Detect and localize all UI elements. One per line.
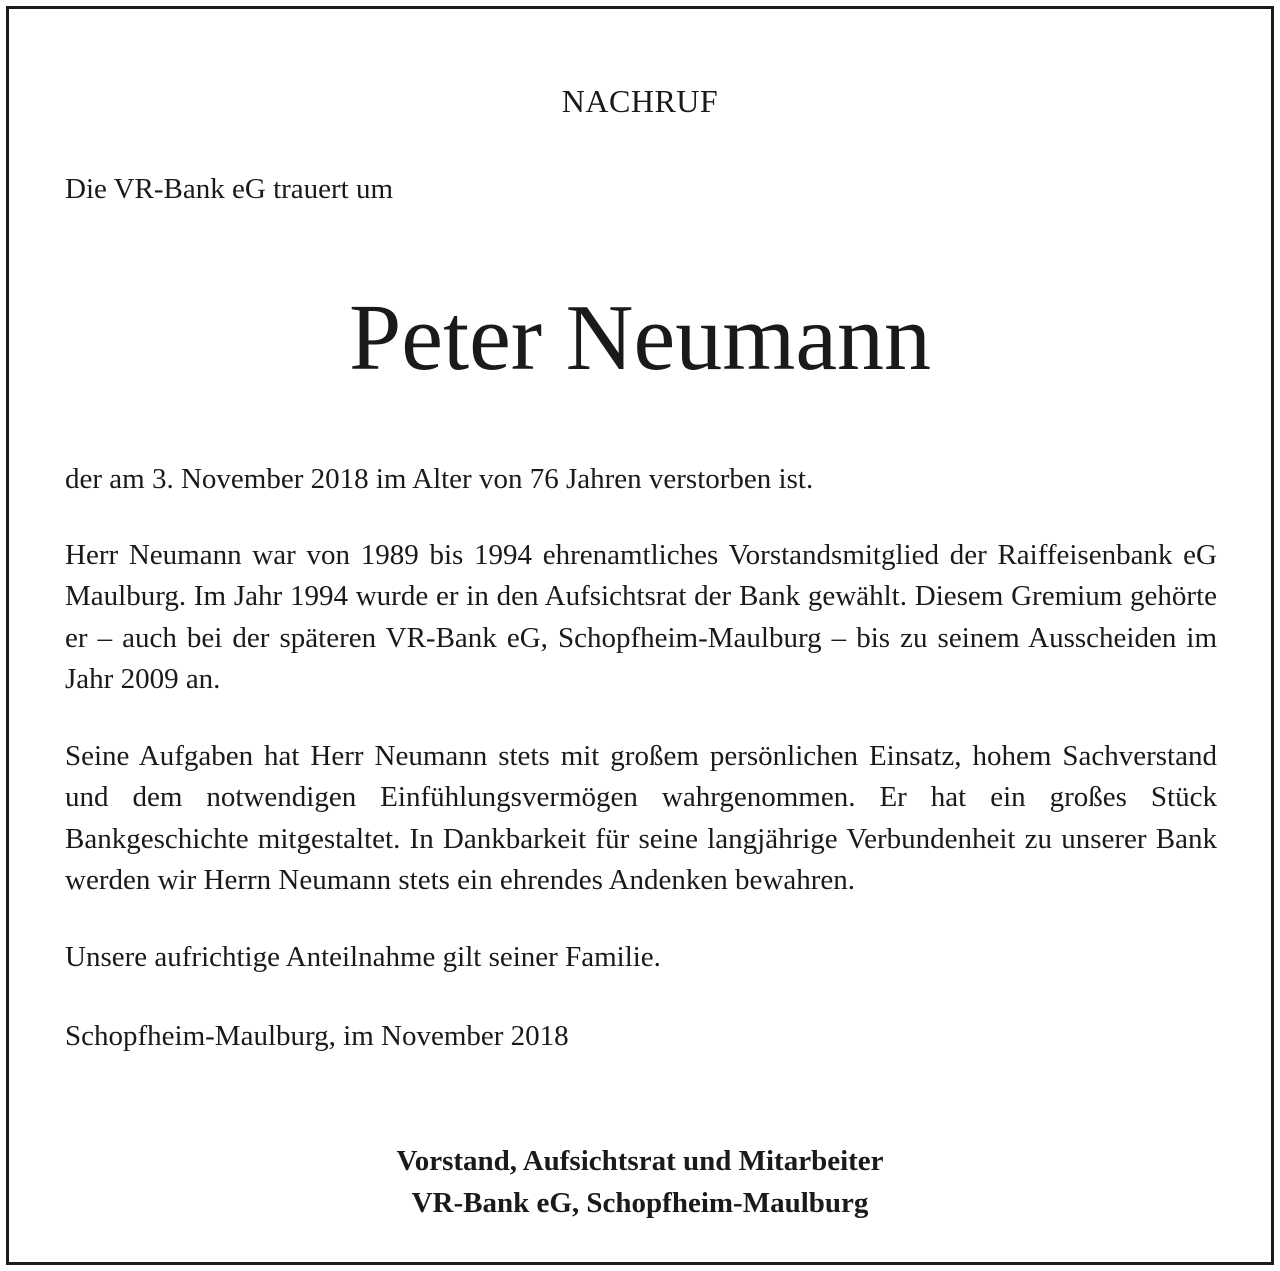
career-paragraph: Herr Neumann war von 1989 bis 1994 ehrenamtliches Vorstandsmitglied der Raiffeisenbank eG Maulburg. Im Jahr 1994 wurde er in den Aufsichtsrat der Bank gewählt. Diesem Gremium gehörte er – auch bei der späteren VR-Bank eG, Schopfheim-Maulburg – bis zu seinem Ausscheiden im Jahr 2009 an. <box>65 538 1217 695</box>
deceased-name: Peter Neumann <box>348 286 932 390</box>
signature-line-1: Vorstand, Aufsichtsrat und Mitarbeiter <box>396 1145 884 1177</box>
signature-line-2: VR-Bank eG, Schopfheim-Maulburg <box>411 1187 869 1219</box>
tribute-paragraph: Seine Aufgaben hat Herr Neumann stets mit großem persönlichen Einsatz, hohem Sachverstand und dem notwendigen Einfühlungsvermögen wahrgenommen. Er hat ein großes Stück Bankgeschichte mitgestaltet. In Dankbarkeit für seine langjährige Verbundenheit zu unserer Bank werden wir Herrn Neumann stets ein ehrendes Andenken bewahren. <box>65 739 1217 896</box>
intro-line: Die VR-Bank eG trauert um <box>65 173 394 205</box>
notice-body <box>65 459 1217 1058</box>
place-date-line: Schopfheim-Maulburg, im November 2018 <box>65 1020 569 1052</box>
sympathy-paragraph: Unsere aufrichtige Anteilnahme gilt seiner Familie. <box>65 940 661 973</box>
notice-heading: NACHRUF <box>561 83 719 119</box>
death-paragraph: der am 3. November 2018 im Alter von 76 Jahren verstorben ist. <box>65 463 814 495</box>
obituary-notice <box>6 6 1274 1265</box>
signature-block <box>9 1140 1271 1224</box>
